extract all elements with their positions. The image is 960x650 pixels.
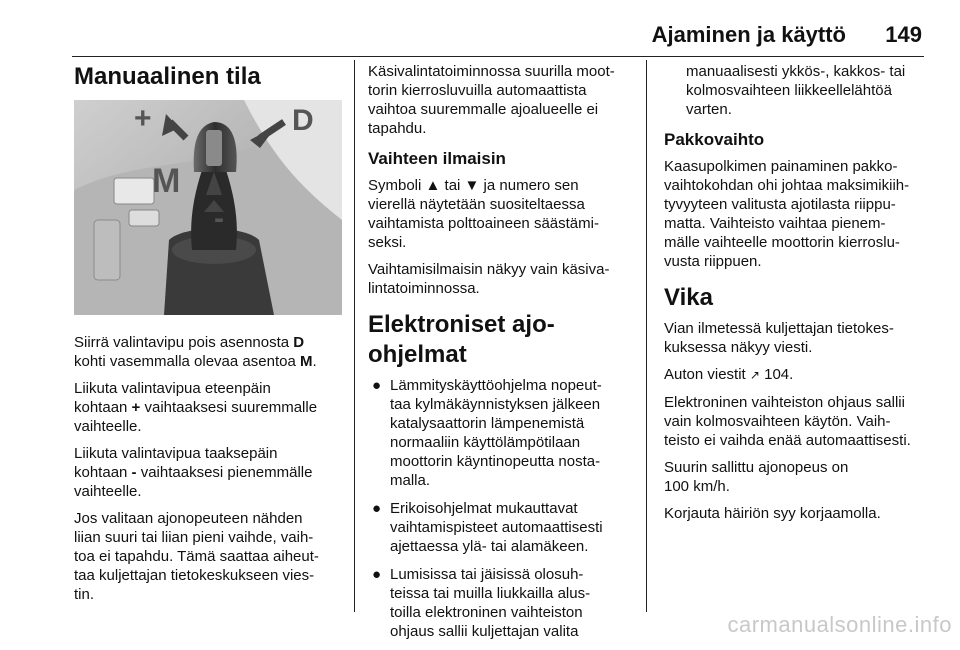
paragraph-downshift: Liikuta valintavipua taaksepäin kohtaan - vaihtaaksesi pienemmälle vaihteelle. (74, 445, 313, 500)
subheading-kickdown: Pakkovaihto (664, 130, 765, 149)
bullet-icon: ● (372, 500, 382, 517)
list-item: ● Erikoisohjelmat mukauttavat vaihtamispisteet automaattisesti ajettaessa ylä- tai alamäkeen. (372, 500, 603, 555)
column-3 (664, 62, 930, 531)
paragraph-manual-no-upshift: Käsivalintatoiminnossa suurilla moot- torin kierrosluvuilla automaattista vaihtoa suuremmalle ajoalueelle ei tapahdu. (368, 63, 615, 137)
subheading-gear-indicator: Vaihteen ilmaisin (368, 149, 506, 168)
running-title: Ajaminen ja käyttö (651, 22, 846, 47)
page-header (0, 0, 960, 60)
paragraph-fault-message: Vian ilmetessä kuljettajan tietokes- kuksessa näkyy viesti. (664, 320, 894, 356)
section-heading-manual-mode: Manuaalinen tila (74, 63, 261, 90)
column-2 (368, 62, 636, 650)
paragraph-continued: manuaalisesti ykkös-, kakkos- tai kolmosvaihteen liikkeellelähtöä varten. (686, 63, 906, 118)
paragraph-repair: Korjauta häiriön syy korjaamolla. (664, 505, 881, 522)
paragraph-third-gear-only: Elektroninen vaihteiston ohjaus sallii vain kolmosvaihteen käytön. Vaih- teisto ei vaihda enää automaattisesti. (664, 394, 911, 449)
bullet-icon: ● (372, 377, 382, 394)
header-divider (72, 56, 924, 57)
program-list (368, 376, 636, 641)
paragraph-move-to-m: Siirrä valintavipu pois asennosta D kohti vasemmalla olevaa asentoa M. (74, 334, 317, 370)
paragraph-kickdown: Kaasupolkimen painaminen pakko- vaihtokohdan ohi johtaa maksimikiih- tyvyyteen valitusta ajotilasta riippu- matta. Vaihteisto vaihtaa pienem- mälle vaihteelle moottorin kierroslu- vusta riippuen. (664, 158, 910, 270)
figure-label-m: M (152, 162, 181, 200)
paragraph-max-speed: Suurin sallittu ajonopeus on 100 km/h. (664, 459, 849, 495)
column-divider-2 (646, 60, 647, 612)
paragraph-indicator-visibility: Vaihtamisilmaisin näkyy vain käsiva- lintatoiminnossa. (368, 261, 610, 297)
figure-label-plus: + (134, 102, 152, 135)
bullet-icon: ● (372, 566, 382, 583)
page-number: 149 (885, 22, 922, 47)
list-item: ● Lumisissa tai jäisissä olosuh- teissa tai muilla liukkailla alus- toilla elektroninen vaihteiston ohjaus sallii kuljettajan valita (372, 566, 591, 640)
column-1 (74, 62, 346, 612)
paragraph-upshift: Liikuta valintavipua eteenpäin kohtaan + vaihtaaksesi suuremmalle vaihteelle. (74, 380, 318, 435)
paragraph-symbol: Symboli ▲ tai ▼ ja numero sen vierellä näytetään suositeltaessa vaihtamista polttoaineen säästämi- seksi. (368, 177, 599, 251)
paragraph-wrong-gear: Jos valitaan ajonopeuteen nähden liian suuri tai liian pieni vaihde, vaih- toa ei tapahdu. Tämä saattaa aiheut- taa kuljettajan tietokeskukseen vies- tin. (74, 510, 319, 603)
column-divider-1 (354, 60, 355, 612)
page-reference-icon: ↗ (749, 368, 760, 382)
section-heading-fault: Vika (664, 284, 713, 311)
watermark: carmanualsonline.info (727, 612, 952, 637)
paragraph-vehicle-messages-ref: Auton viestit ↗ 104. (664, 366, 794, 383)
figure-label-minus: - (214, 202, 224, 235)
list-item: ● Lämmityskäyttöohjelma nopeut- taa kylmäkäynnistyksen jälkeen katalysaattorin lämpenemistä normaaliin käyttölämpötilaan moottorin käyntinopeutta nosta- malla. (372, 377, 602, 489)
section-heading-electronic-programs: Elektroniset ajo-ohjelmat (368, 311, 555, 368)
figure-label-d: D (292, 104, 314, 137)
gear-lever-illustration (74, 100, 342, 315)
